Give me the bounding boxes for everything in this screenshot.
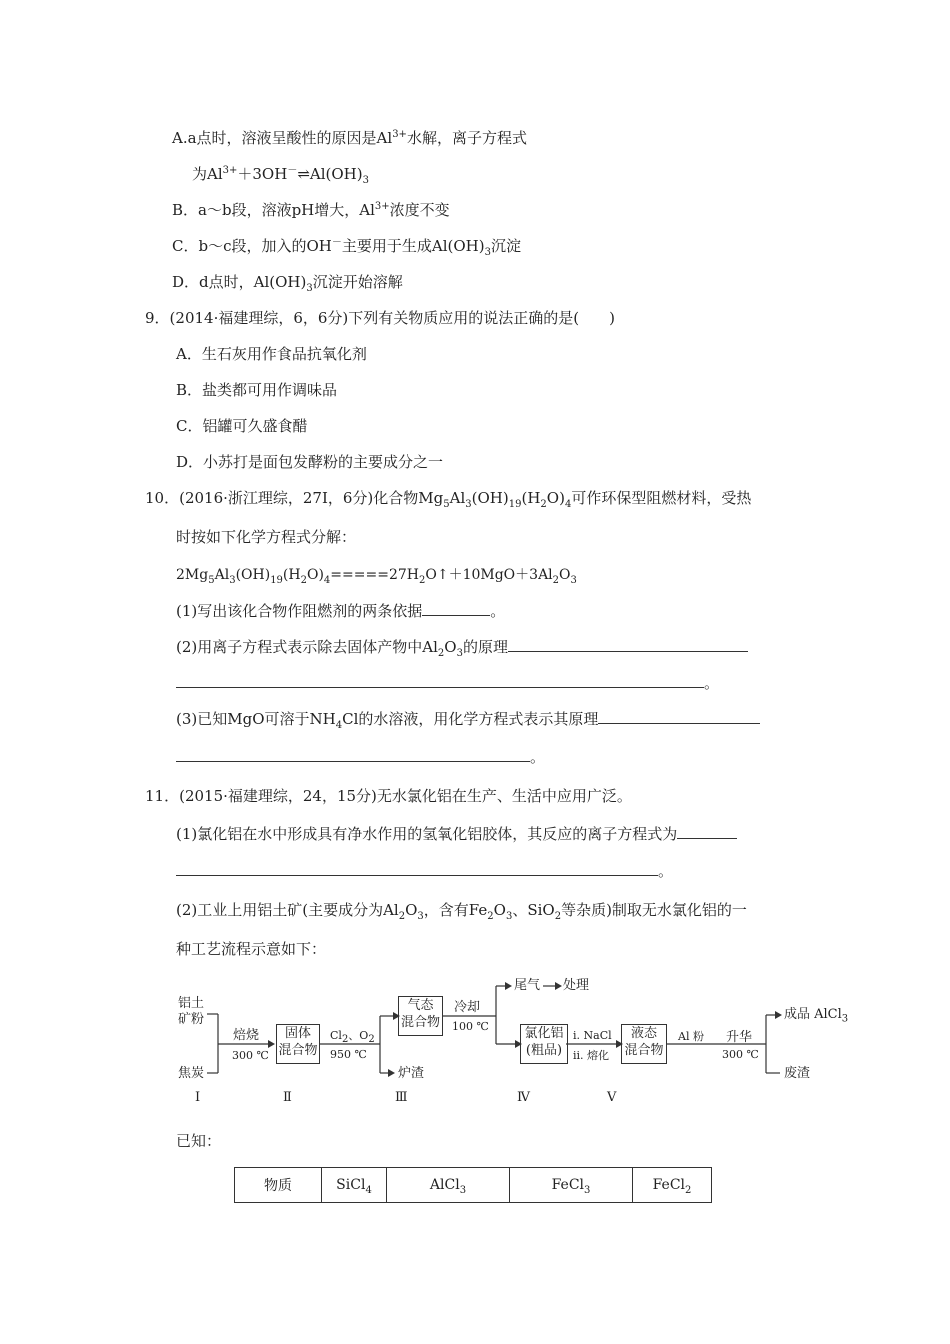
sub: 3 xyxy=(505,911,513,922)
text: O xyxy=(493,901,506,919)
sub: 3 xyxy=(465,499,472,510)
sub: 4 xyxy=(564,499,572,510)
text: 为Al xyxy=(192,165,223,183)
text: 2Mg xyxy=(176,567,209,583)
text: 等杂质)制取无水氯化铝的一 xyxy=(561,901,747,919)
sub: 2 xyxy=(437,648,445,659)
text: D．d点时，Al(OH) xyxy=(172,273,307,291)
sup: 3+ xyxy=(392,129,407,140)
sub: 4 xyxy=(335,720,343,731)
sub: 5 xyxy=(208,574,215,586)
text: ，含有Fe xyxy=(423,901,488,919)
raw-coke-label: 焦炭 xyxy=(178,1066,205,1081)
nacl-label: ⅰ. NaCl xyxy=(573,1029,612,1042)
text: 水解，离子方程式 xyxy=(406,129,527,147)
q9-stem: 9．(2014·福建理综，6，6分)下列有关物质应用的说法正确的是( ) xyxy=(145,309,615,327)
q8-option-c xyxy=(172,236,521,256)
roast-temp-label: 300 ℃ xyxy=(232,1049,269,1062)
text: 、SiO xyxy=(512,901,555,919)
q10-part2 xyxy=(176,637,748,657)
cl2-o2-label: $Cl_2$、$O_2$ xyxy=(330,1029,375,1046)
sub: 2 xyxy=(487,911,494,922)
text: 沉淀开始溶解 xyxy=(312,273,403,291)
text: C．b～c段，加入的OH xyxy=(172,237,332,255)
sublime-label: 升华 xyxy=(726,1030,753,1045)
answer-blank[interactable] xyxy=(176,861,658,876)
answer-blank[interactable] xyxy=(176,747,530,762)
text: 。 xyxy=(490,602,506,620)
q9-option-b: B．盐类都可用作调味品 xyxy=(176,381,338,399)
text: O↑＋10MgO＋3Al xyxy=(425,567,553,583)
text: Al xyxy=(214,567,230,583)
q8-option-d xyxy=(172,272,403,292)
al-powder-label: Al 粉 xyxy=(678,1030,704,1043)
answer-blank[interactable] xyxy=(422,601,490,616)
table-row xyxy=(235,1168,712,1203)
sub: 3 xyxy=(306,283,313,294)
text: 。 xyxy=(704,674,720,692)
q10-part2-cont xyxy=(176,673,719,693)
q8-option-a-line2 xyxy=(192,164,369,184)
text: (2)工业上用铝土矿(主要成分为Al xyxy=(176,901,399,919)
sub: 3 xyxy=(456,648,463,659)
text: O xyxy=(559,567,571,583)
text: 沉淀 xyxy=(490,237,521,255)
text: Cl的水溶液，用化学方程式表示其原理 xyxy=(342,710,599,728)
text: O xyxy=(444,638,457,656)
stage-5-label: Ⅴ xyxy=(607,1090,617,1105)
temp-950-label: 950 ℃ xyxy=(330,1048,367,1061)
answer-blank[interactable] xyxy=(508,637,748,652)
sup: 3+ xyxy=(374,201,390,212)
box-solid-mixture: 固体 混合物 xyxy=(276,1024,320,1064)
answer-blank[interactable] xyxy=(598,709,760,724)
text: 可作环保型阻燃材料，受热 xyxy=(571,489,752,507)
product-alcl3-label: 成品 AlCl$_3$ xyxy=(784,1007,849,1025)
sub: 2 xyxy=(540,499,547,510)
text: (1)氯化铝在水中形成具有净水作用的氢氧化铝胶体，其反应的离子方程式为 xyxy=(176,825,678,843)
sub: 3 xyxy=(362,175,369,186)
text: (OH) xyxy=(235,567,271,583)
table-header-cell: 物质 xyxy=(235,1168,322,1203)
q11-part2-line1 xyxy=(176,900,747,920)
answer-blank[interactable] xyxy=(677,824,737,839)
q8-option-a-line1 xyxy=(172,128,527,148)
box-gas-mixture: 气态 混合物 xyxy=(398,996,443,1036)
known-data-table xyxy=(234,1167,712,1203)
sub: 3 xyxy=(417,911,424,922)
text: =====27H xyxy=(330,567,419,583)
equilibrium-arrow: ⇌ xyxy=(297,165,310,183)
box-crude-alcl3: 氯化铝 (粗品) xyxy=(520,1024,568,1064)
cool-label: 冷却 xyxy=(454,1000,481,1015)
sup: － xyxy=(331,237,342,248)
text: O) xyxy=(306,567,324,583)
text: 10．(2016·浙江理综，27Ⅰ，6分)化合物Mg xyxy=(145,489,444,507)
melt-label: ⅱ. 熔化 xyxy=(573,1049,610,1062)
text: 浓度不变 xyxy=(389,201,450,219)
sub: 2 xyxy=(418,574,426,586)
stage-4-label: Ⅳ xyxy=(517,1090,530,1105)
sub: 19 xyxy=(508,499,522,510)
text: Al(OH) xyxy=(309,165,363,183)
sub: 2 xyxy=(552,574,560,586)
slag-label: 炉渣 xyxy=(398,1066,425,1081)
text: Al xyxy=(449,489,466,507)
q9-option-d: D．小苏打是面包发酵粉的主要成分之一 xyxy=(176,453,444,471)
q11-part1 xyxy=(176,824,737,844)
text: (2)用离子方程式表示除去固体产物中Al xyxy=(176,638,438,656)
q9-option-a: A．生石灰用作食品抗氧化剂 xyxy=(176,345,367,363)
waste-residue-label: 废渣 xyxy=(784,1066,811,1081)
text: O) xyxy=(546,489,565,507)
sub: 19 xyxy=(270,574,283,586)
text: 的原理 xyxy=(462,638,508,656)
sub: 2 xyxy=(554,911,562,922)
text: 。 xyxy=(658,862,674,880)
cool-temp-label: 100 ℃ xyxy=(452,1020,489,1033)
text: (H xyxy=(282,567,301,583)
q10-stem-line1 xyxy=(145,488,751,508)
sub: 4 xyxy=(323,574,331,586)
text: (H xyxy=(521,489,541,507)
q11-part1-cont xyxy=(176,861,673,881)
q8-option-b xyxy=(172,200,450,220)
q10-part3-cont xyxy=(176,747,545,767)
box-liquid-mixture: 液态 混合物 xyxy=(621,1024,667,1064)
q11-stem: 11．(2015·福建理综，24，15分)无水氯化铝在生产、生活中应用广泛。 xyxy=(145,787,632,805)
stage-1-label: Ⅰ xyxy=(195,1090,201,1105)
stage-3-label: Ⅲ xyxy=(395,1090,408,1105)
text: 主要用于生成Al(OH) xyxy=(341,237,485,255)
q11-part2-line2: 种工艺流程示意如下： xyxy=(176,940,327,958)
text: 。 xyxy=(530,748,546,766)
sub: 3 xyxy=(570,574,577,586)
q9-option-c: C．铝罐可久盛食醋 xyxy=(176,417,308,435)
text: B．a～b段，溶液pH增大，Al xyxy=(172,201,375,219)
sub: 3 xyxy=(484,247,491,258)
sub: 2 xyxy=(300,574,307,586)
text: A.a点时，溶液呈酸性的原因是Al xyxy=(172,129,393,147)
sup: － xyxy=(287,165,298,176)
sup: 3+ xyxy=(222,165,238,176)
table-cell: SiCl$_4$ xyxy=(322,1168,387,1203)
q10-stem-line2: 时按如下化学方程式分解： xyxy=(176,528,357,546)
q10-part3 xyxy=(176,709,760,729)
known-label: 已知： xyxy=(176,1132,222,1150)
text: (1)写出该化合物作阻燃剂的两条依据 xyxy=(176,602,423,620)
sub: 5 xyxy=(443,499,450,510)
stage-2-label: Ⅱ xyxy=(283,1090,292,1105)
text: (OH) xyxy=(471,489,509,507)
tail-gas-label: 尾气 xyxy=(514,978,541,993)
sub: 3 xyxy=(229,574,236,586)
raw-bauxite-label: 铝土 矿粉 xyxy=(178,996,205,1027)
roast-label: 焙烧 xyxy=(233,1028,260,1043)
table-cell: FeCl$_3$ xyxy=(510,1168,633,1203)
text: O xyxy=(405,901,418,919)
table-cell: AlCl$_3$ xyxy=(387,1168,510,1203)
q10-equation xyxy=(176,565,577,585)
text: (3)已知MgO可溶于NH xyxy=(176,710,336,728)
sublime-temp-label: 300 ℃ xyxy=(722,1048,759,1061)
table-cell: FeCl$_2$ xyxy=(633,1168,712,1203)
treatment-label: 处理 xyxy=(563,978,590,993)
q10-part1 xyxy=(176,601,505,621)
sub: 2 xyxy=(398,911,406,922)
answer-blank[interactable] xyxy=(176,673,704,688)
text: ＋3OH xyxy=(237,165,288,183)
